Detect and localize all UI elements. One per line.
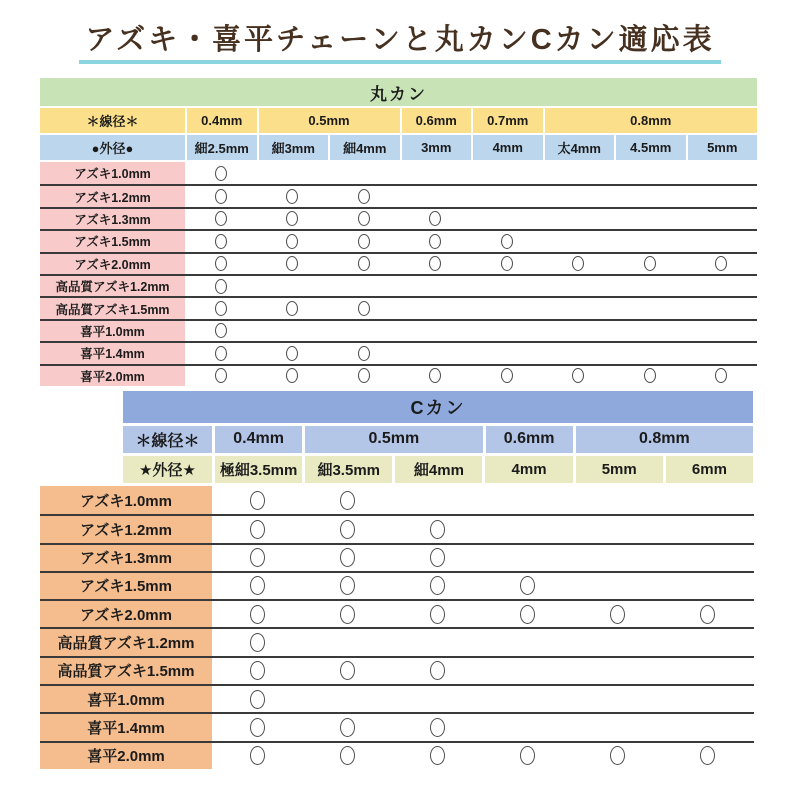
compat-circle-mark bbox=[215, 279, 227, 294]
marukan-row bbox=[40, 341, 757, 363]
marukan-compat-cell bbox=[543, 343, 615, 363]
compat-circle-mark bbox=[358, 346, 370, 361]
marukan-compat-cell bbox=[686, 276, 758, 296]
marukan-compat-cell bbox=[328, 209, 400, 229]
marukan-outer-col: 細2.5mm bbox=[187, 135, 257, 160]
marukan-compat-cell bbox=[686, 321, 758, 341]
ckan-compat-cell bbox=[662, 545, 752, 571]
marukan-row-label: 喜平2.0mm bbox=[40, 366, 185, 386]
compat-circle-mark bbox=[358, 211, 370, 226]
ckan-compat-cell bbox=[212, 545, 302, 571]
ckan-compat-cell bbox=[212, 573, 302, 599]
marukan-row-label: 喜平1.4mm bbox=[40, 343, 185, 363]
marukan-compat-cell bbox=[614, 321, 686, 341]
marukan-row-label: 高品質アズキ1.2mm bbox=[40, 276, 185, 296]
compat-circle-mark bbox=[430, 520, 445, 539]
marukan-wire-col: 0.8mm bbox=[545, 108, 758, 133]
marukan-compat-cell bbox=[257, 209, 329, 229]
marukan-outer-header-label: ●外径● bbox=[40, 135, 185, 160]
marukan-outer-col: 5mm bbox=[688, 135, 758, 160]
marukan-row bbox=[40, 207, 757, 229]
ckan-row bbox=[40, 486, 754, 514]
marukan-row-label: アズキ1.3mm bbox=[40, 209, 185, 229]
ckan-compat-cell bbox=[302, 486, 392, 514]
compat-circle-mark bbox=[286, 211, 298, 226]
marukan-row bbox=[40, 296, 757, 318]
compat-circle-mark bbox=[520, 746, 535, 765]
ckan-compat-cell bbox=[482, 545, 572, 571]
marukan-compat-cell bbox=[400, 321, 472, 341]
marukan-compat-cell bbox=[400, 254, 472, 274]
compat-circle-mark bbox=[286, 301, 298, 316]
marukan-compat-cell bbox=[185, 321, 257, 341]
marukan-row bbox=[40, 184, 757, 206]
compat-circle-mark bbox=[430, 746, 445, 765]
ckan-table bbox=[0, 391, 800, 769]
ckan-compat-cell bbox=[482, 658, 572, 684]
marukan-wire-col: 0.4mm bbox=[187, 108, 257, 133]
compat-circle-mark bbox=[501, 368, 513, 383]
marukan-compat-cell bbox=[328, 231, 400, 251]
compat-circle-mark bbox=[644, 256, 656, 271]
ckan-compat-cell bbox=[212, 743, 302, 769]
marukan-compat-cell bbox=[471, 209, 543, 229]
marukan-compat-cell bbox=[257, 343, 329, 363]
marukan-compat-cell bbox=[543, 254, 615, 274]
ckan-compat-cell bbox=[302, 601, 392, 627]
marukan-compat-cell bbox=[686, 366, 758, 386]
compat-circle-mark bbox=[358, 256, 370, 271]
marukan-compat-cell bbox=[543, 231, 615, 251]
marukan-compat-cell bbox=[471, 162, 543, 184]
compat-circle-mark bbox=[286, 368, 298, 383]
marukan-outer-diameter-row bbox=[40, 135, 757, 160]
compat-circle-mark bbox=[215, 256, 227, 271]
marukan-outer-col: 太4mm bbox=[545, 135, 615, 160]
marukan-compat-cell bbox=[185, 298, 257, 318]
ckan-compat-cell bbox=[662, 658, 752, 684]
marukan-outer-col: 細3mm bbox=[259, 135, 329, 160]
ckan-row-label: 高品質アズキ1.2mm bbox=[40, 629, 212, 655]
marukan-compat-cell bbox=[471, 343, 543, 363]
ckan-compat-cell bbox=[212, 658, 302, 684]
marukan-compat-cell bbox=[185, 209, 257, 229]
ckan-compat-cell bbox=[212, 629, 302, 655]
ckan-outer-col: 6mm bbox=[666, 456, 753, 483]
marukan-row-label: アズキ1.0mm bbox=[40, 162, 185, 184]
compat-circle-mark bbox=[286, 346, 298, 361]
ckan-compat-cell bbox=[662, 573, 752, 599]
ckan-compat-cell bbox=[482, 743, 572, 769]
ckan-row bbox=[40, 741, 754, 769]
marukan-compat-cell bbox=[185, 276, 257, 296]
ckan-compat-cell bbox=[302, 545, 392, 571]
compat-circle-mark bbox=[358, 234, 370, 249]
marukan-compat-cell bbox=[471, 366, 543, 386]
marukan-row bbox=[40, 162, 757, 184]
compat-circle-mark bbox=[358, 368, 370, 383]
ckan-compat-cell bbox=[212, 686, 302, 712]
marukan-compat-cell bbox=[185, 254, 257, 274]
compat-circle-mark bbox=[250, 548, 265, 567]
compat-circle-mark bbox=[215, 234, 227, 249]
marukan-compat-cell bbox=[471, 254, 543, 274]
marukan-row bbox=[40, 319, 757, 341]
marukan-compat-cell bbox=[400, 162, 472, 184]
marukan-compat-cell bbox=[185, 162, 257, 184]
ckan-compat-cell bbox=[662, 629, 752, 655]
marukan-compat-cell bbox=[185, 343, 257, 363]
ckan-wire-col: 0.6mm bbox=[486, 426, 573, 453]
compat-circle-mark bbox=[340, 491, 355, 510]
marukan-row-label: アズキ1.5mm bbox=[40, 231, 185, 251]
compat-circle-mark bbox=[250, 746, 265, 765]
ckan-compat-cell bbox=[212, 714, 302, 740]
marukan-compat-cell bbox=[543, 366, 615, 386]
title-bar bbox=[0, 0, 800, 60]
marukan-wire-col: 0.5mm bbox=[259, 108, 400, 133]
ckan-outer-col: 細3.5mm bbox=[305, 456, 392, 483]
ckan-compat-cell bbox=[662, 714, 752, 740]
marukan-compat-cell bbox=[543, 186, 615, 206]
ckan-row-label: 喜平2.0mm bbox=[40, 743, 212, 769]
ckan-compat-cell bbox=[392, 629, 482, 655]
ckan-row-label: 喜平1.4mm bbox=[40, 714, 212, 740]
ckan-compat-cell bbox=[662, 486, 752, 514]
ckan-compat-cell bbox=[572, 516, 662, 542]
ckan-compat-cell bbox=[302, 629, 392, 655]
marukan-outer-col: 3mm bbox=[402, 135, 472, 160]
ckan-outer-col: 細4mm bbox=[395, 456, 482, 483]
marukan-wire-header-label: ＊線径＊ bbox=[40, 108, 185, 133]
ckan-compat-cell bbox=[392, 601, 482, 627]
ckan-compat-cell bbox=[302, 686, 392, 712]
ckan-compat-cell bbox=[572, 545, 662, 571]
marukan-compat-cell bbox=[543, 298, 615, 318]
ckan-row-label: アズキ1.2mm bbox=[40, 516, 212, 542]
compat-circle-mark bbox=[358, 301, 370, 316]
compat-circle-mark bbox=[340, 605, 355, 624]
compat-circle-mark bbox=[340, 718, 355, 737]
ckan-row-label: アズキ2.0mm bbox=[40, 601, 212, 627]
compat-circle-mark bbox=[250, 605, 265, 624]
marukan-compat-cell bbox=[257, 162, 329, 184]
compat-circle-mark bbox=[520, 576, 535, 595]
ckan-row-label: アズキ1.5mm bbox=[40, 573, 212, 599]
ckan-row-label: アズキ1.0mm bbox=[40, 486, 212, 514]
marukan-compat-cell bbox=[257, 366, 329, 386]
ckan-row bbox=[40, 684, 754, 712]
ckan-compat-cell bbox=[662, 601, 752, 627]
marukan-row bbox=[40, 274, 757, 296]
ckan-compat-cell bbox=[212, 486, 302, 514]
ckan-compat-cell bbox=[572, 601, 662, 627]
compat-circle-mark bbox=[429, 234, 441, 249]
marukan-compat-cell bbox=[328, 162, 400, 184]
ckan-compat-cell bbox=[572, 658, 662, 684]
marukan-compat-cell bbox=[614, 186, 686, 206]
marukan-compat-cell bbox=[686, 298, 758, 318]
marukan-compat-cell bbox=[614, 231, 686, 251]
ckan-compat-cell bbox=[482, 714, 572, 740]
marukan-compat-cell bbox=[185, 366, 257, 386]
ckan-compat-cell bbox=[572, 686, 662, 712]
marukan-compat-cell bbox=[471, 276, 543, 296]
compat-circle-mark bbox=[572, 256, 584, 271]
ckan-compat-cell bbox=[482, 516, 572, 542]
compat-circle-mark bbox=[286, 234, 298, 249]
marukan-row bbox=[40, 364, 757, 386]
marukan-outer-col: 4mm bbox=[473, 135, 543, 160]
ckan-compat-cell bbox=[482, 486, 572, 514]
compat-circle-mark bbox=[644, 368, 656, 383]
marukan-compat-cell bbox=[257, 321, 329, 341]
marukan-compat-cell bbox=[614, 366, 686, 386]
compat-circle-mark bbox=[215, 211, 227, 226]
ckan-compat-cell bbox=[572, 714, 662, 740]
compat-circle-mark bbox=[429, 256, 441, 271]
compat-circle-mark bbox=[430, 548, 445, 567]
marukan-compat-cell bbox=[686, 162, 758, 184]
compat-circle-mark bbox=[430, 605, 445, 624]
marukan-compat-cell bbox=[471, 298, 543, 318]
marukan-compat-cell bbox=[400, 231, 472, 251]
marukan-compat-cell bbox=[328, 276, 400, 296]
marukan-table-body bbox=[40, 162, 757, 386]
ckan-compat-cell bbox=[572, 629, 662, 655]
marukan-row-label: アズキ1.2mm bbox=[40, 186, 185, 206]
compat-circle-mark bbox=[358, 189, 370, 204]
compat-circle-mark bbox=[286, 189, 298, 204]
ckan-compat-cell bbox=[662, 743, 752, 769]
ckan-row bbox=[40, 627, 754, 655]
marukan-outer-col: 4.5mm bbox=[616, 135, 686, 160]
marukan-compat-cell bbox=[185, 186, 257, 206]
marukan-compat-cell bbox=[686, 209, 758, 229]
marukan-compat-cell bbox=[614, 209, 686, 229]
ckan-table-title: Cカン bbox=[123, 391, 753, 423]
marukan-row-label: 高品質アズキ1.5mm bbox=[40, 298, 185, 318]
compat-circle-mark bbox=[572, 368, 584, 383]
marukan-compat-cell bbox=[543, 162, 615, 184]
ckan-wire-diameter-row bbox=[123, 426, 753, 453]
compat-circle-mark bbox=[215, 189, 227, 204]
compat-circle-mark bbox=[286, 256, 298, 271]
ckan-compat-cell bbox=[392, 486, 482, 514]
compat-circle-mark bbox=[340, 746, 355, 765]
ckan-row bbox=[40, 571, 754, 599]
ckan-compat-cell bbox=[302, 714, 392, 740]
compat-circle-mark bbox=[700, 746, 715, 765]
marukan-compat-cell bbox=[471, 321, 543, 341]
marukan-compat-cell bbox=[614, 276, 686, 296]
marukan-outer-col: 細4mm bbox=[330, 135, 400, 160]
marukan-compat-cell bbox=[400, 366, 472, 386]
ckan-compat-cell bbox=[392, 743, 482, 769]
marukan-compat-cell bbox=[328, 186, 400, 206]
compat-circle-mark bbox=[250, 661, 265, 680]
ckan-compat-cell bbox=[392, 714, 482, 740]
ckan-compat-cell bbox=[482, 686, 572, 712]
marukan-wire-col: 0.7mm bbox=[473, 108, 543, 133]
ckan-compat-cell bbox=[662, 686, 752, 712]
ckan-row-label: 喜平1.0mm bbox=[40, 686, 212, 712]
marukan-compat-cell bbox=[543, 276, 615, 296]
marukan-table-title: 丸カン bbox=[40, 78, 757, 106]
compat-circle-mark bbox=[215, 166, 227, 181]
compat-circle-mark bbox=[700, 605, 715, 624]
ckan-outer-col: 極細3.5mm bbox=[215, 456, 302, 483]
marukan-compat-cell bbox=[614, 343, 686, 363]
marukan-compat-cell bbox=[328, 321, 400, 341]
compat-circle-mark bbox=[610, 746, 625, 765]
marukan-compat-cell bbox=[328, 366, 400, 386]
marukan-compat-cell bbox=[257, 186, 329, 206]
marukan-compat-cell bbox=[257, 254, 329, 274]
marukan-compat-cell bbox=[686, 231, 758, 251]
ckan-compat-cell bbox=[572, 486, 662, 514]
ckan-row bbox=[40, 599, 754, 627]
ckan-compat-cell bbox=[482, 629, 572, 655]
ckan-row-label: アズキ1.3mm bbox=[40, 545, 212, 571]
marukan-compat-cell bbox=[400, 186, 472, 206]
compat-circle-mark bbox=[250, 576, 265, 595]
compat-circle-mark bbox=[250, 491, 265, 510]
compat-circle-mark bbox=[501, 256, 513, 271]
marukan-compat-cell bbox=[686, 254, 758, 274]
ckan-row bbox=[40, 543, 754, 571]
ckan-compat-cell bbox=[392, 686, 482, 712]
marukan-compat-cell bbox=[257, 276, 329, 296]
ckan-wire-header-label: ＊線径＊ bbox=[123, 426, 212, 453]
ckan-compat-cell bbox=[302, 658, 392, 684]
compat-circle-mark bbox=[340, 520, 355, 539]
ckan-compat-cell bbox=[302, 573, 392, 599]
ckan-wire-col: 0.8mm bbox=[576, 426, 753, 453]
marukan-compat-cell bbox=[400, 209, 472, 229]
compat-circle-mark bbox=[429, 368, 441, 383]
ckan-outer-col: 5mm bbox=[576, 456, 663, 483]
marukan-compat-cell bbox=[471, 186, 543, 206]
marukan-compat-cell bbox=[686, 343, 758, 363]
compat-circle-mark bbox=[520, 605, 535, 624]
compat-circle-mark bbox=[715, 368, 727, 383]
marukan-compat-cell bbox=[328, 298, 400, 318]
ckan-compat-cell bbox=[212, 516, 302, 542]
ckan-wire-col: 0.5mm bbox=[305, 426, 482, 453]
marukan-compat-cell bbox=[543, 209, 615, 229]
marukan-compat-cell bbox=[614, 162, 686, 184]
ckan-outer-diameter-row bbox=[123, 456, 753, 483]
compat-circle-mark bbox=[215, 301, 227, 316]
marukan-compat-cell bbox=[614, 254, 686, 274]
compat-circle-mark bbox=[250, 718, 265, 737]
marukan-row-label: アズキ2.0mm bbox=[40, 254, 185, 274]
ckan-compat-cell bbox=[392, 658, 482, 684]
compat-circle-mark bbox=[430, 661, 445, 680]
compat-circle-mark bbox=[340, 548, 355, 567]
marukan-compat-cell bbox=[328, 254, 400, 274]
compat-circle-mark bbox=[340, 576, 355, 595]
compat-circle-mark bbox=[430, 718, 445, 737]
ckan-outer-header-label: ★外径★ bbox=[123, 456, 212, 483]
marukan-compat-cell bbox=[543, 321, 615, 341]
ckan-compat-cell bbox=[302, 743, 392, 769]
compat-circle-mark bbox=[715, 256, 727, 271]
ckan-table-body bbox=[40, 486, 754, 769]
ckan-row-label: 高品質アズキ1.5mm bbox=[40, 658, 212, 684]
ckan-wire-col: 0.4mm bbox=[215, 426, 302, 453]
ckan-row bbox=[40, 656, 754, 684]
marukan-compat-cell bbox=[328, 343, 400, 363]
marukan-compat-cell bbox=[185, 231, 257, 251]
compat-circle-mark bbox=[501, 234, 513, 249]
marukan-compat-cell bbox=[257, 231, 329, 251]
compat-circle-mark bbox=[250, 633, 265, 652]
ckan-compat-cell bbox=[572, 573, 662, 599]
compat-circle-mark bbox=[215, 323, 227, 338]
ckan-outer-col: 4mm bbox=[485, 456, 572, 483]
marukan-row bbox=[40, 229, 757, 251]
compat-circle-mark bbox=[250, 690, 265, 709]
marukan-wire-col: 0.6mm bbox=[402, 108, 472, 133]
marukan-compat-cell bbox=[400, 276, 472, 296]
ckan-compat-cell bbox=[302, 516, 392, 542]
compat-circle-mark bbox=[250, 520, 265, 539]
marukan-compat-cell bbox=[257, 298, 329, 318]
marukan-wire-diameter-row bbox=[40, 108, 757, 133]
ckan-compat-cell bbox=[482, 601, 572, 627]
marukan-compat-cell bbox=[686, 186, 758, 206]
marukan-row-label: 喜平1.0mm bbox=[40, 321, 185, 341]
ckan-compat-cell bbox=[392, 573, 482, 599]
marukan-compat-cell bbox=[400, 343, 472, 363]
ckan-compat-cell bbox=[212, 601, 302, 627]
marukan-table bbox=[40, 78, 757, 386]
marukan-row bbox=[40, 252, 757, 274]
ckan-table-head bbox=[123, 391, 753, 483]
ckan-row bbox=[40, 514, 754, 542]
ckan-compat-cell bbox=[662, 516, 752, 542]
ckan-compat-cell bbox=[572, 743, 662, 769]
marukan-compat-cell bbox=[471, 231, 543, 251]
compat-circle-mark bbox=[610, 605, 625, 624]
ckan-row bbox=[40, 712, 754, 740]
ckan-compat-cell bbox=[392, 516, 482, 542]
marukan-compat-cell bbox=[400, 298, 472, 318]
marukan-compat-cell bbox=[614, 298, 686, 318]
compat-circle-mark bbox=[340, 661, 355, 680]
ckan-compat-cell bbox=[392, 545, 482, 571]
compat-circle-mark bbox=[430, 576, 445, 595]
ckan-compat-cell bbox=[482, 573, 572, 599]
compat-circle-mark bbox=[429, 211, 441, 226]
compat-circle-mark bbox=[215, 368, 227, 383]
page-title: アズキ・喜平チェーンと丸カンCカン適応表 bbox=[79, 17, 720, 64]
compat-circle-mark bbox=[215, 346, 227, 361]
